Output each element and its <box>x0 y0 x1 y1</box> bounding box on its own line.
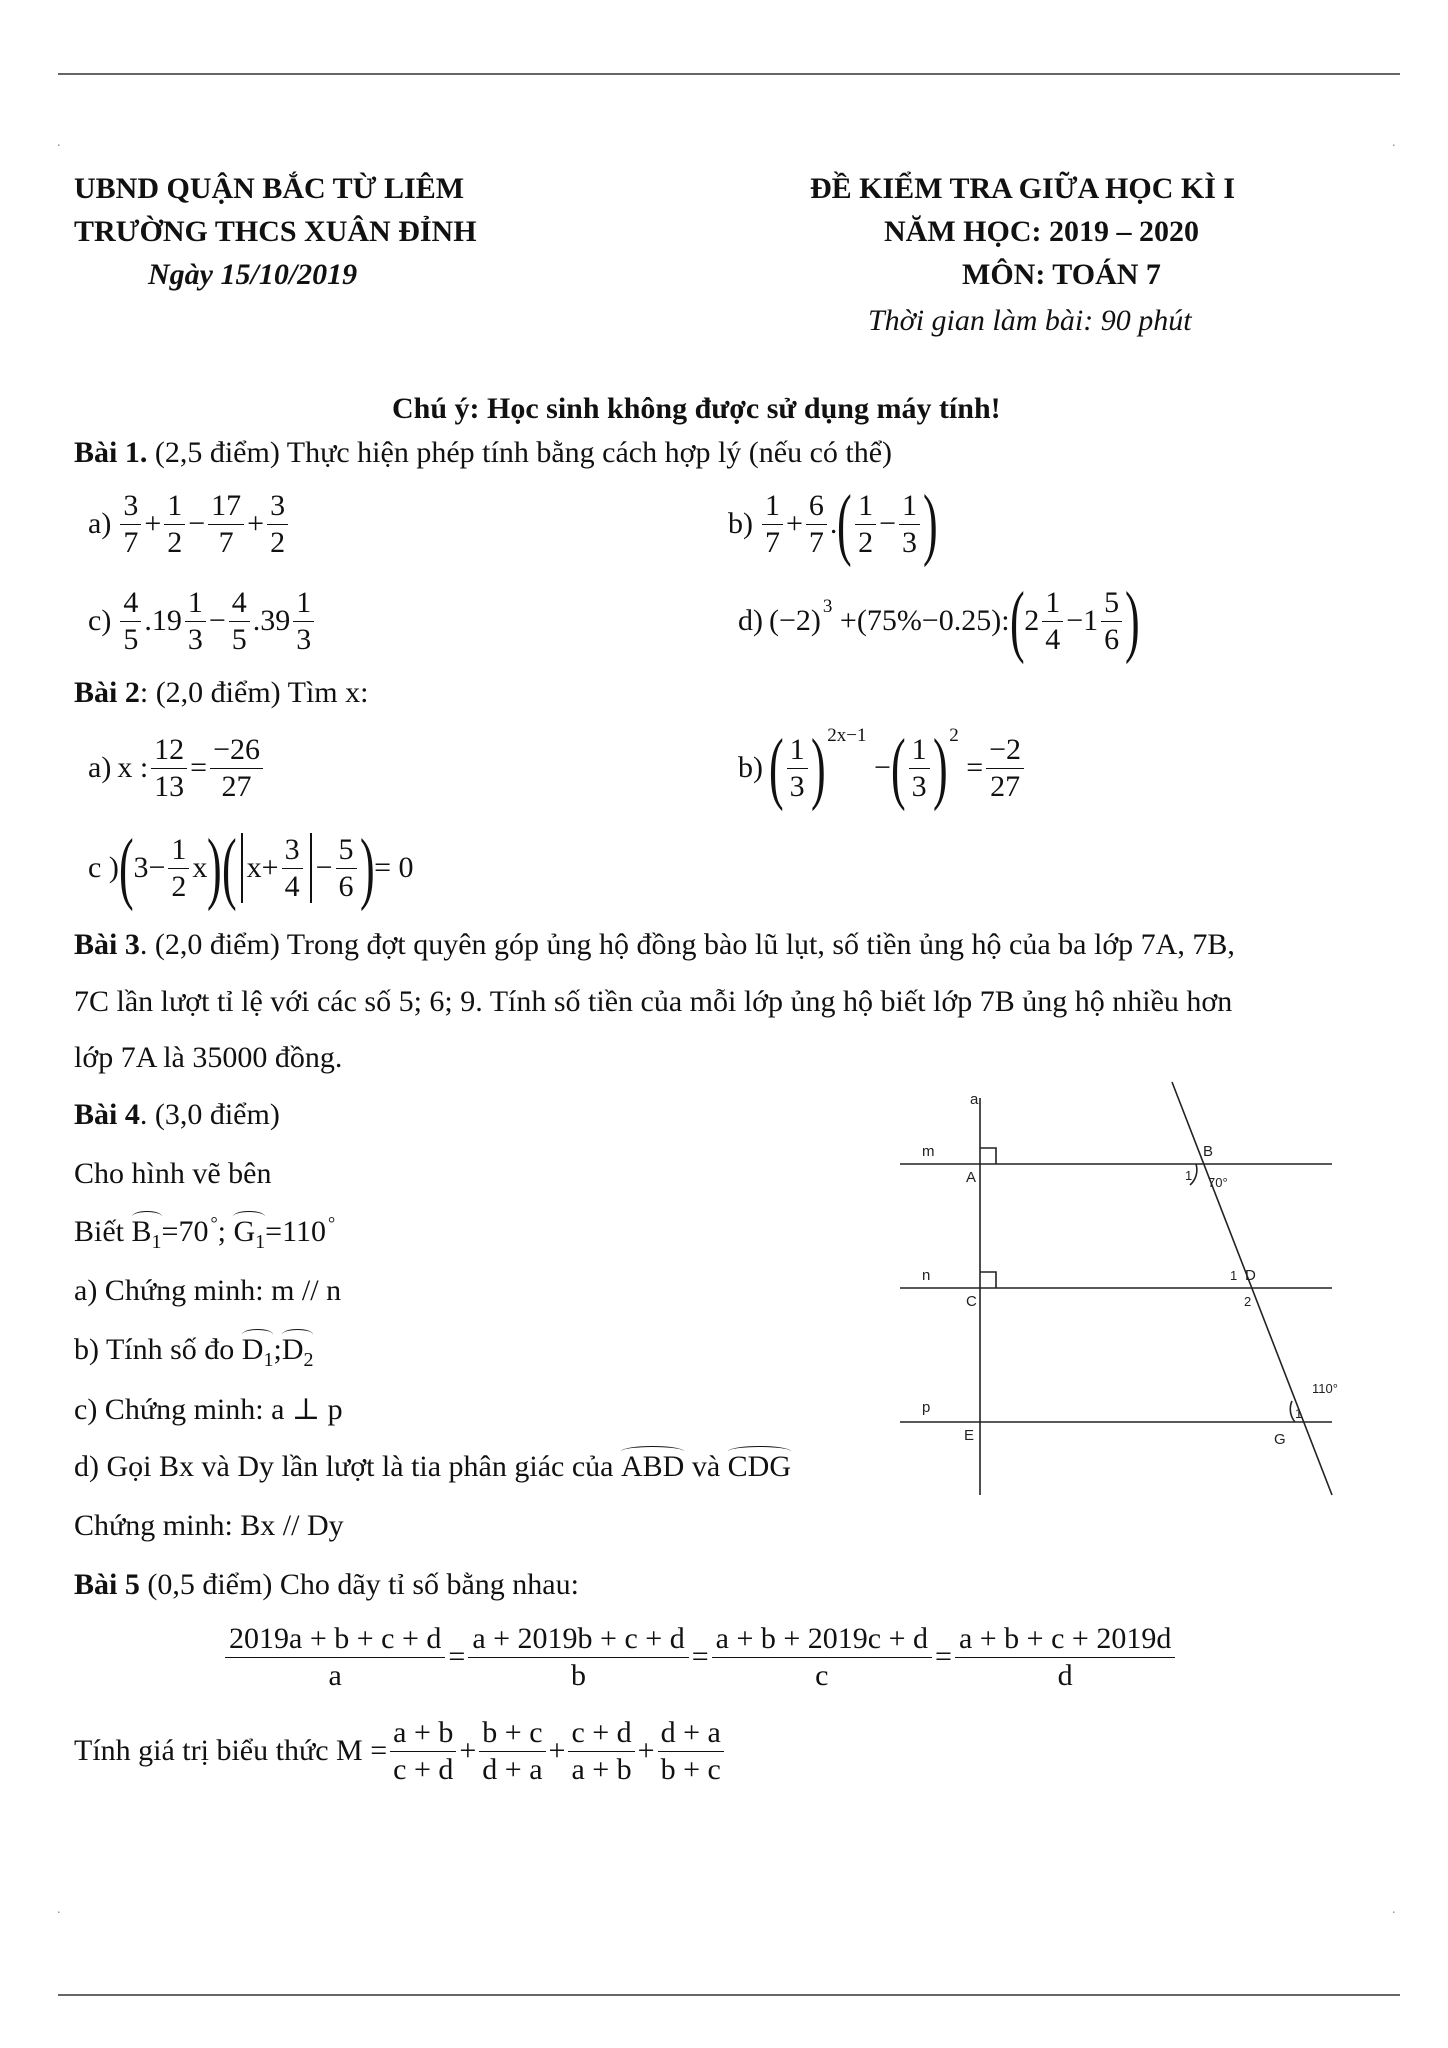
fig-label-m: m <box>922 1143 935 1160</box>
bai1-a: a) $\frac{3}{7}$ + $\frac{1}{2}$ − $\frac{17}{7}$ + $\frac{3}{2}$ <box>88 483 291 565</box>
bai5-ratios: $\frac{2019a + b + c + d}{a}$ = $\frac{a + 2019b + c + d}{b}$ = $\frac{a + b + 2019c + d}{c}$ = $\frac{a + b + c + 2019d}{d}$ <box>222 1612 1178 1702</box>
fig-label-p: p <box>922 1399 931 1416</box>
bai4-heading: Bài 4. (3,0 điểm) <box>74 1098 280 1131</box>
exam-title: ĐỀ KIỂM TRA GIỮA HỌC KÌ I <box>810 172 1236 205</box>
svg-text:1: 1 <box>1230 1268 1238 1283</box>
svg-text:1: 1 <box>1295 1406 1303 1421</box>
bai4-b: b) Tính số đo $D_1;D_2$ <box>74 1333 314 1371</box>
exam-date: Ngày 15/10/2019 <box>148 258 358 291</box>
bai4-a: a) Chứng minh: m // n <box>74 1274 342 1307</box>
note: Chú ý: Học sinh không được sử dụng máy tính! <box>392 392 1001 425</box>
bottom-rule <box>58 1994 1400 1996</box>
fig-label-a: a <box>970 1091 979 1108</box>
corner-dot: . <box>57 1902 61 1917</box>
school-name: TRƯỜNG THCS XUÂN ĐỈNH <box>74 215 477 248</box>
bai2-a: a) x : $\frac{12}{13}$ = $\frac{-26}{27}$ <box>88 727 266 809</box>
bai2-b: b) ( $\frac{1}{3}$ ) 2x−1 − ( $\frac{1}{3}$ ) 2 = $\frac{-2}{27}$ <box>738 727 1027 809</box>
district-name: UBND QUẬN BẮC TỪ LIÊM <box>74 172 465 205</box>
bai3-line1: Bài 3. (2,0 điểm) Trong đợt quyên góp ủng hộ đồng bào lũ lụt, số tiền ủng hộ của ba lớp 7A, 7B, <box>74 928 1235 961</box>
fig-label-70: 70° <box>1208 1175 1228 1190</box>
corner-dot: . <box>57 135 61 150</box>
right-angle-A <box>980 1148 996 1164</box>
bai2-c: c ) ( 3− $\frac{1}{2}$ x ) ( x+ $\frac{3}{4}$ − $\frac{5}{6}$ ) = 0 <box>88 824 414 912</box>
svg-text:2: 2 <box>1244 1294 1252 1309</box>
fig-label-E: E <box>964 1427 975 1444</box>
fig-label-110: 110° <box>1312 1381 1338 1396</box>
fig-label-A: A <box>966 1169 977 1186</box>
bai4-d2: Chứng minh: Bx // Dy <box>74 1509 344 1542</box>
bai1-heading: Bài 1. (2,5 điểm) Thực hiện phép tính bằng cách hợp lý (nếu có thể) <box>74 436 893 469</box>
bai1-b: b) $\frac{1}{7}$ + $\frac{6}{7}$ . ( $\frac{1}{2}$ − $\frac{1}{3}$ ) <box>728 480 938 568</box>
bai3-line2: 7C lần lượt tỉ lệ với các số 5; 6; 9. Tính số tiền của mỗi lớp ủng hộ biết lớp 7B ủng hộ nhiều hơn <box>74 985 1233 1018</box>
time-limit: Thời gian làm bài: 90 phút <box>868 304 1192 337</box>
corner-dot: . <box>1392 1902 1396 1917</box>
fig-label-G: G <box>1274 1431 1286 1448</box>
bai1-d: d) (−2) 3 +(75%−0.25): ( 2 $\frac{1}{4}$ −1 $\frac{5}{6}$ ) <box>738 577 1140 665</box>
right-angle-C <box>980 1272 996 1288</box>
bai5-expression: Tính giá trị biểu thức M = $\frac{a + b}{c + d}$ + $\frac{b + c}{d + a}$ + $\frac{c + d}{a + b}$ + $\frac{d + a}{b + c}$ <box>74 1706 727 1796</box>
bai3-line3: lớp 7A là 35000 đồng. <box>74 1041 343 1074</box>
bai4-d: d) Gọi Bx và Dy lần lượt là tia phân giác của ABD và CDG <box>74 1450 791 1483</box>
bai2-heading: Bài 2: (2,0 điểm) Tìm x: <box>74 676 369 709</box>
bai4-c: c) Chứng minh: a ⊥ p <box>74 1393 343 1426</box>
school-year: NĂM HỌC: 2019 – 2020 <box>884 215 1199 248</box>
bai5-heading: Bài 5 (0,5 điểm) Cho dãy tỉ số bằng nhau: <box>74 1568 579 1601</box>
top-rule <box>58 73 1400 75</box>
subject: MÔN: TOÁN 7 <box>962 258 1161 291</box>
bai4-intro: Cho hình vẽ bên <box>74 1157 272 1190</box>
svg-text:1: 1 <box>1185 1168 1193 1183</box>
fig-label-B: B <box>1203 1143 1214 1160</box>
fig-label-n: n <box>922 1267 931 1284</box>
bai1-c: c) $\frac{4}{5}$ .19 $\frac{1}{3}$ − $\frac{4}{5}$ .39 $\frac{1}{3}$ <box>88 580 317 662</box>
fig-label-D: D <box>1245 1267 1256 1284</box>
bai4-given: Biết $B_1=70$ °; $G_1=110$ ° <box>74 1213 336 1253</box>
fig-label-C: C <box>966 1293 977 1310</box>
geometry-figure <box>900 1070 1360 1510</box>
corner-dot: . <box>1392 135 1396 150</box>
